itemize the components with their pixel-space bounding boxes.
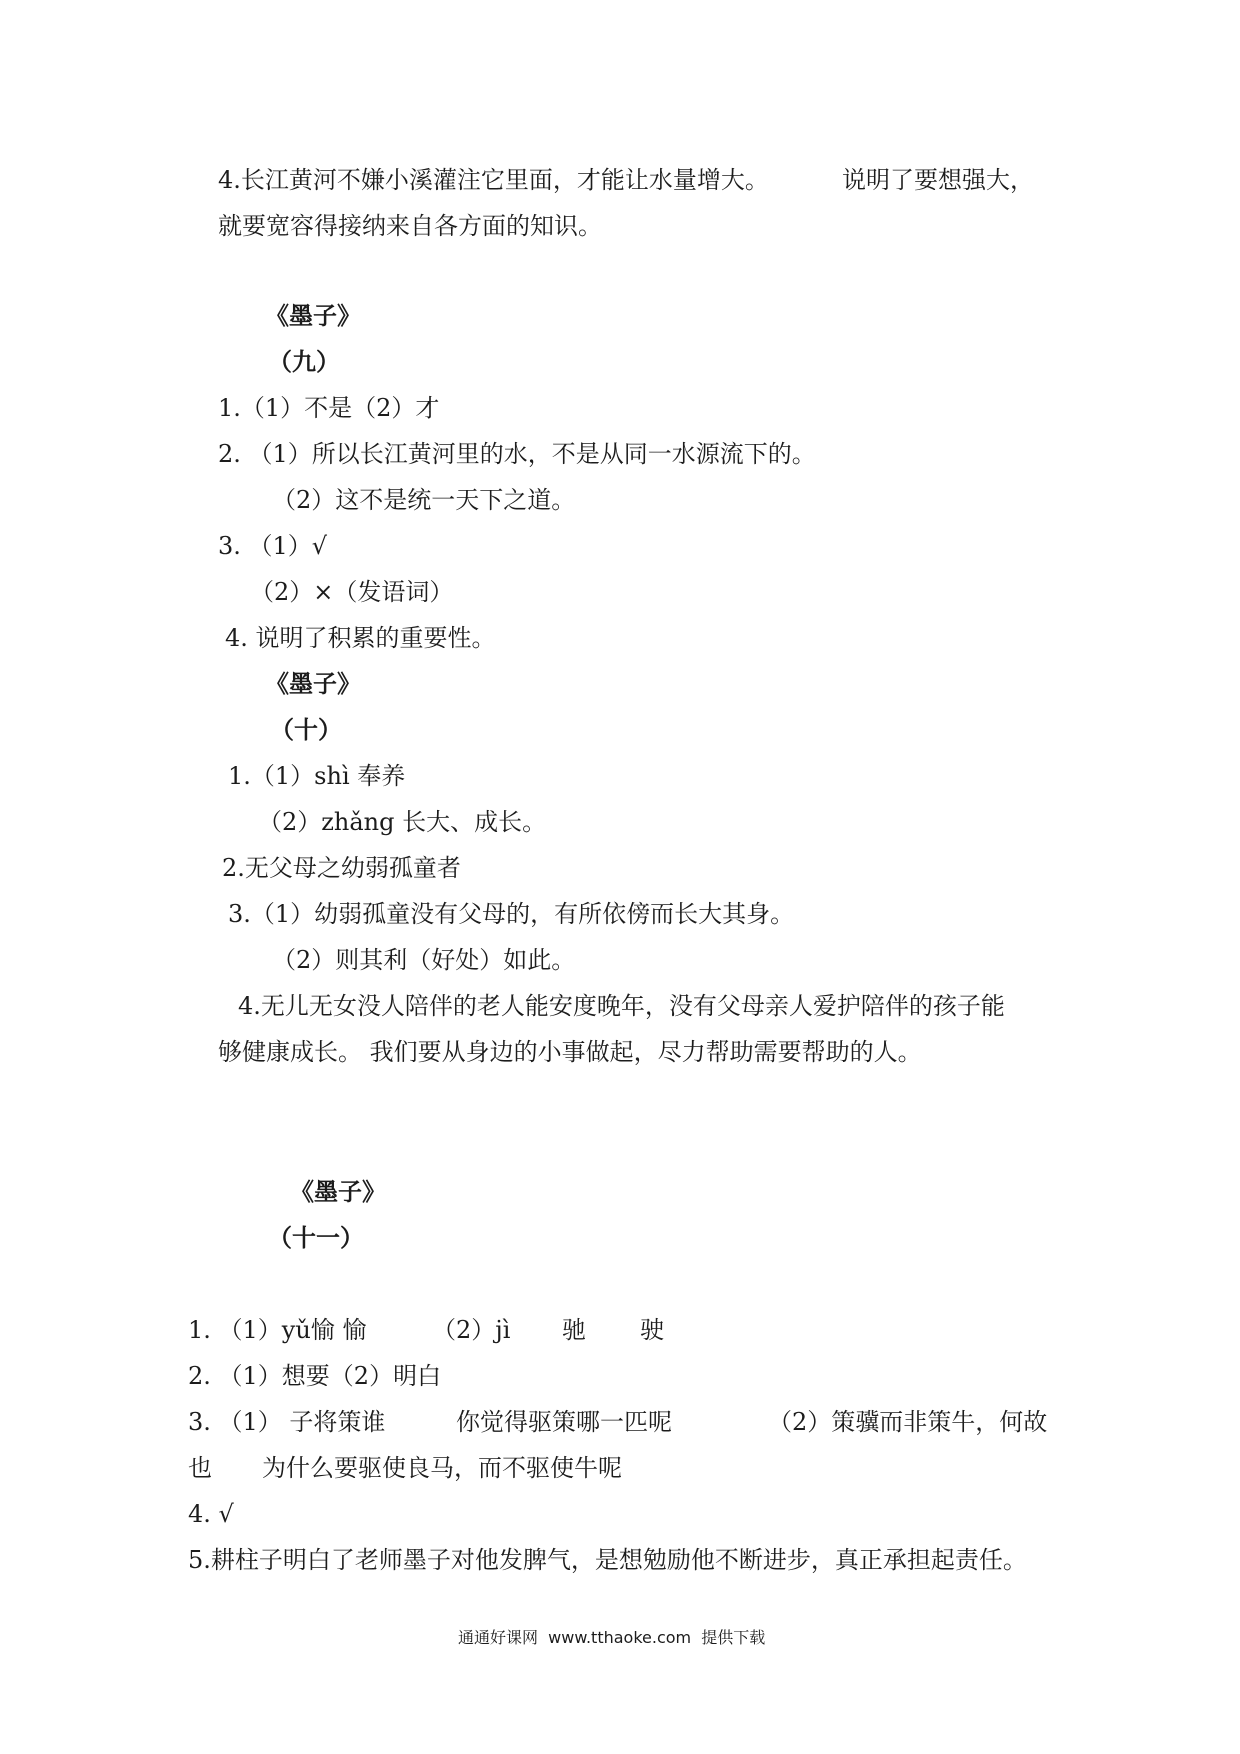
s10-number: （十） <box>270 715 342 744</box>
s11-q1-b: （2）jì <box>432 1316 511 1344</box>
s11-q1-d: 驶 <box>640 1316 664 1344</box>
s11-q3-a: 3. （1） 子将策谁 <box>188 1408 386 1436</box>
s9-q1: 1.（1）不是（2）才 <box>218 394 440 422</box>
s9-number: （九） <box>268 347 340 376</box>
s9-q2-1: 2. （1）所以长江黄河里的水，不是从同一水源流下的。 <box>218 440 816 468</box>
s11-q4: 4. √ <box>188 1500 234 1528</box>
s11-q3-c: （2）策骥而非策牛，何故 <box>768 1408 1048 1436</box>
s11-q3-line2-b: 为什么要驱使良马，而不驱使牛呢 <box>262 1454 622 1482</box>
s10-q3-2: （2）则其利（好处）如此。 <box>272 946 576 974</box>
s11-title: 《墨子》 <box>290 1177 386 1206</box>
footer-text: 通通好课网 www.tthaoke.com 提供下载 <box>458 1628 766 1647</box>
s10-q4-line2: 够健康成长。 我们要从身边的小事做起，尽力帮助需要帮助的人。 <box>218 1038 922 1066</box>
s9-title: 《墨子》 <box>265 301 361 330</box>
s8-q4-line1-b: 说明了要想强大， <box>842 166 1034 194</box>
s11-q3-b: 你觉得驱策哪一匹呢 <box>456 1408 672 1436</box>
s10-q3-1: 3.（1）幼弱孤童没有父母的，有所依傍而长大其身。 <box>228 900 795 928</box>
s11-q5: 5.耕柱子明白了老师墨子对他发脾气，是想勉励他不断进步，真正承担起责任。 <box>188 1546 1027 1574</box>
s9-q3-1: 3. （1）√ <box>218 532 328 560</box>
s8-q4-line2: 就要宽容得接纳来自各方面的知识。 <box>218 212 602 240</box>
s11-q2: 2. （1）想要（2）明白 <box>188 1362 442 1390</box>
s10-q1-1: 1.（1）shì 奉养 <box>228 762 406 790</box>
s9-q2-2: （2）这不是统一天下之道。 <box>272 486 576 514</box>
s11-number: （十一） <box>268 1223 364 1252</box>
s11-q3-line2-a: 也 <box>188 1454 212 1482</box>
s9-q3-2: （2）×（发语词） <box>250 578 454 606</box>
s9-q4: 4. 说明了积累的重要性。 <box>225 624 496 652</box>
s10-q4-line1: 4.无儿无女没人陪伴的老人能安度晚年，没有父母亲人爱护陪伴的孩子能 <box>238 992 1005 1020</box>
s11-q1-a: 1. （1）yǔ愉 愉 <box>188 1316 367 1344</box>
s11-q1-c: 驰 <box>562 1316 586 1344</box>
s10-q1-2: （2）zhǎng 长大、成长。 <box>258 808 547 836</box>
s10-q2: 2.无父母之幼弱孤童者 <box>222 854 461 882</box>
s8-q4-line1-a: 4.长江黄河不嫌小溪灌注它里面，才能让水量增大。 <box>218 166 769 194</box>
s10-title: 《墨子》 <box>265 669 361 698</box>
